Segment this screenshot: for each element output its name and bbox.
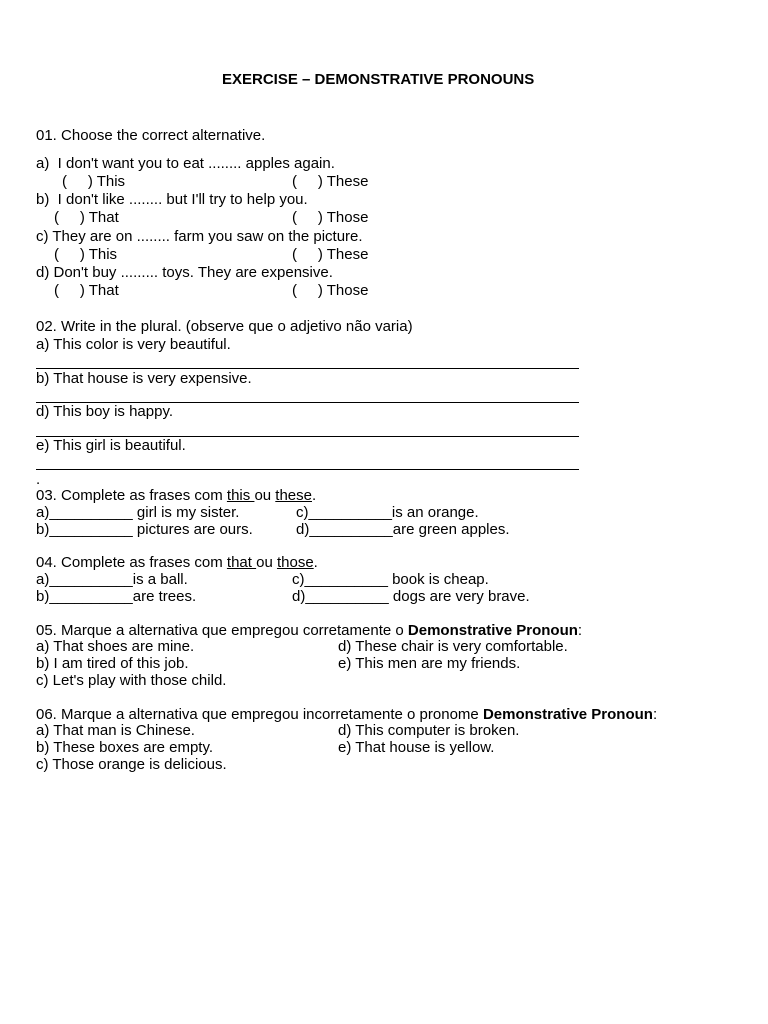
q4-row-1-right: c)__________ book is cheap. <box>292 571 489 588</box>
q1-item-d-option-1: ( ) That <box>54 282 119 299</box>
q1-heading: 01. Choose the correct alternative. <box>36 127 266 144</box>
q2-end-mark: . <box>36 471 41 488</box>
q2-heading: 02. Write in the plural. (observe que o adjetivo não varia) <box>36 318 413 335</box>
q6-option-c: c) Those orange is delicious. <box>36 756 227 773</box>
q4-word-those: those <box>276 554 314 571</box>
q4-word-that: that <box>226 554 257 571</box>
q6-option-a: a) That man is Chinese. <box>36 722 195 739</box>
q5-option-e: e) This men are my friends. <box>338 655 521 672</box>
q5-option-d: d) These chair is very comfortable. <box>338 638 568 655</box>
q5-option-c: c) Let's play with those child. <box>36 672 227 689</box>
q1-item-d-option-2: ( ) Those <box>292 282 369 299</box>
q1-item-c-option-1: ( ) This <box>54 246 118 263</box>
q6-heading-bold: Demonstrative Pronoun <box>482 706 653 723</box>
page-title: EXERCISE – DEMONSTRATIVE PRONOUNS <box>222 71 535 88</box>
q1-item-b-sentence: b) I don't like ........ but I'll try to help you. <box>36 191 308 208</box>
q2-answer-line-a <box>36 368 579 369</box>
q6-option-b: b) These boxes are empty. <box>36 739 214 756</box>
q1-item-a-option-1: ( ) This <box>62 173 126 190</box>
q6-heading: 06. Marque a alternativa que empregou incorretamente o pronome Demonstrative Pronoun: <box>36 706 658 723</box>
q2-answer-line-e <box>36 469 579 470</box>
q2-item-b: b) That house is very expensive. <box>36 370 252 387</box>
q6-option-e: e) That house is yellow. <box>338 739 495 756</box>
q1-item-b-option-2: ( ) Those <box>292 209 369 226</box>
q4-row-2-left: b)__________are trees. <box>36 588 197 605</box>
q1-item-a-sentence: a) I don't want you to eat ........ apples again. <box>36 155 335 172</box>
q5-option-a: a) That shoes are mine. <box>36 638 195 655</box>
q3-row-2-left: b)__________ pictures are ours. <box>36 521 253 538</box>
q6-option-d: d) This computer is broken. <box>338 722 520 739</box>
q5-heading: 05. Marque a alternativa que empregou corretamente o Demonstrative Pronoun: <box>36 622 583 639</box>
q5-option-b: b) I am tired of this job. <box>36 655 189 672</box>
q3-heading: 03. Complete as frases com this ou these. <box>36 487 317 504</box>
q1-item-b-option-1: ( ) That <box>54 209 119 226</box>
q3-word-these: these <box>275 487 312 504</box>
q3-row-1-right: c)__________is an orange. <box>296 504 479 521</box>
q1-item-a-option-2: ( ) These <box>292 173 369 190</box>
q5-heading-bold: Demonstrative Pronoun <box>407 622 578 639</box>
q2-item-d: d) This boy is happy. <box>36 403 174 420</box>
q4-row-2-right: d)__________ dogs are very brave. <box>292 588 530 605</box>
q1-item-c-sentence: c) They are on ........ farm you saw on the picture. <box>36 228 363 245</box>
q3-row-1-left: a)__________ girl is my sister. <box>36 504 240 521</box>
q1-item-d-sentence: d) Don't buy ......... toys. They are expensive. <box>36 264 333 281</box>
q2-item-e: e) This girl is beautiful. <box>36 437 186 454</box>
q2-item-a: a) This color is very beautiful. <box>36 336 231 353</box>
q4-row-1-left: a)__________is a ball. <box>36 571 188 588</box>
q4-heading: 04. Complete as frases com that ou those. <box>36 554 318 571</box>
q3-row-2-right: d)__________are green apples. <box>296 521 510 538</box>
q3-word-this: this <box>226 487 255 504</box>
q1-item-c-option-2: ( ) These <box>292 246 369 263</box>
